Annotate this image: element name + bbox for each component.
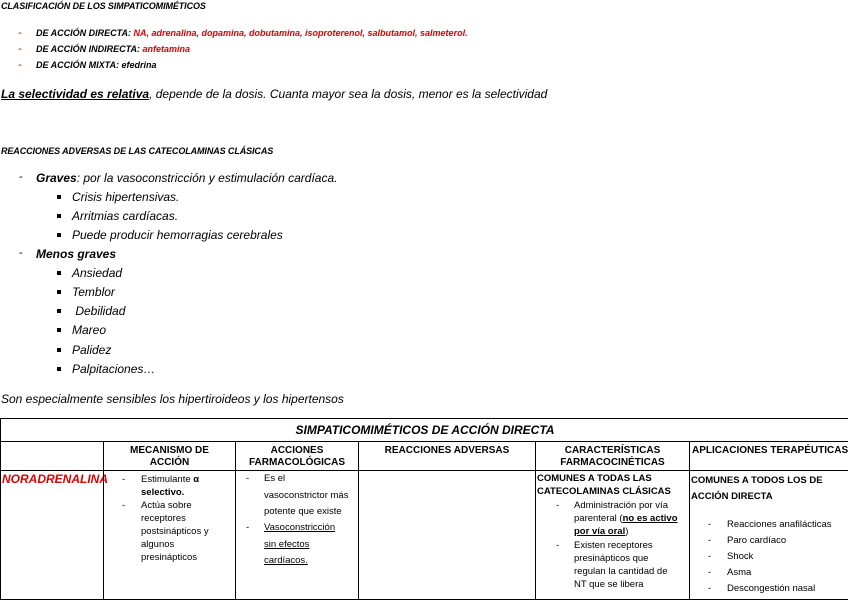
- table-title: SIMPATICOMIMÉTICOS DE ACCIÓN DIRECTA: [295, 423, 555, 437]
- square-bullet: [57, 309, 61, 313]
- bullet-dash: -: [18, 59, 22, 71]
- acciones-item-1: Es el vasoconstrictor más potente que existe: [264, 473, 349, 517]
- bullet-dash: -: [246, 473, 250, 484]
- label: DE ACCIÓN DIRECTA: [36, 28, 128, 38]
- aplicaciones-head: COMUNES A TODOS LOS DE ACCIÓN DIRECTA: [691, 475, 823, 502]
- header-mecanismo: MECANISMO DE ACCIÓN: [103, 441, 236, 471]
- header-reacciones: REACCIONES ADVERSAS: [358, 441, 536, 471]
- reacciones-title: REACCIONES ADVERSAS DE LAS CATECOLAMINAS CLÁSICAS: [1, 146, 274, 156]
- header-aplicaciones: APLICACIONES TERAPÉUTICAS: [689, 441, 848, 471]
- row-label-cell: [0, 470, 108, 600]
- graves-rest: : por la vasoconstricción y estimulación cardíaca.: [76, 171, 338, 185]
- label: DE ACCIÓN MIXTA: [36, 60, 116, 70]
- selectividad-line: [1, 87, 547, 101]
- square-bullet: [57, 214, 61, 218]
- value: anfetamina: [142, 44, 191, 54]
- square-bullet: [57, 348, 61, 352]
- aplicacion-item: - Shock: [708, 551, 754, 562]
- square-bullet: [57, 195, 61, 199]
- clasificacion-item-mixta: DE ACCIÓN MIXTA: efedrina: [36, 60, 157, 70]
- aplicacion-item: - Asma: [708, 567, 752, 578]
- graves-item: Arritmias cardíacas.: [72, 209, 179, 223]
- header-caracteristicas: CARACTERÍSTICAS FARMACOCINÉTICAS: [535, 441, 690, 471]
- aplicacion-item: - Reacciones anafilácticas: [708, 519, 832, 530]
- clasificacion-item-directa: DE ACCIÓN DIRECTA: NA, adrenalina, dopamina, dobutamina, isoproterenol, salbutamol, salmeterol.: [36, 28, 468, 38]
- graves-item: Puede producir hemorragias cerebrales: [72, 228, 283, 242]
- aplicacion-item: - Descongestión nasal: [708, 583, 816, 594]
- sensibles-line: Son especialmente sensibles los hipertiroideos y los hipertensos: [1, 392, 344, 406]
- bullet-dash: -: [122, 474, 126, 485]
- menos-item: Debilidad: [72, 304, 126, 318]
- menos-item: Ansiedad: [72, 266, 123, 280]
- menos-item: Palidez: [72, 343, 112, 357]
- header-acciones: ACCIONES FARMACOLÓGICAS: [235, 441, 359, 471]
- caracteristicas-item-2: Existen receptores presinápticos que regulan la cantidad de NT que se libera: [574, 540, 668, 590]
- menos-item: Palpitaciones…: [72, 362, 156, 376]
- square-bullet: [57, 328, 61, 332]
- clasificacion-item-indirecta: DE ACCIÓN INDIRECTA: anfetamina: [36, 44, 191, 54]
- table-title-cell: [0, 418, 848, 442]
- menos-item: Mareo: [72, 323, 107, 337]
- acciones-cell: [235, 470, 359, 600]
- clasificacion-title: CLASIFICACIÓN DE LOS SIMPATICOMIMÉTICOS: [1, 1, 206, 11]
- aplicaciones-list: [708, 517, 832, 597]
- bullet-dash: -: [122, 500, 126, 511]
- bullet-dash: -: [19, 247, 23, 259]
- square-bullet: [57, 290, 61, 294]
- caracteristicas-head: COMUNES A TODAS LAS CATECOLAMINAS CLÁSICAS: [537, 473, 671, 497]
- bullet-dash: -: [18, 43, 22, 55]
- mecanismo-item-1: Estimulante α selectivo.: [141, 474, 200, 498]
- value: NA, adrenalina, dopamina, dobutamina, isoproterenol, salbutamol, salmeterol.: [133, 28, 468, 38]
- bullet-dash: -: [556, 500, 560, 511]
- square-bullet: [57, 367, 61, 371]
- selectividad-bold: La selectividad es relativa: [1, 87, 150, 101]
- acciones-item-2: Vasoconstricción sin efectos cardíacos.: [264, 522, 336, 566]
- header-empty: [0, 441, 104, 471]
- mecanismo-cell: [103, 470, 236, 600]
- bullet-dash: -: [246, 522, 250, 533]
- bullet-dash: -: [556, 540, 560, 551]
- graves-line: [36, 171, 338, 185]
- bullet-dash: -: [18, 27, 22, 39]
- value: efedrina: [121, 60, 157, 70]
- bullet-dash: -: [19, 171, 23, 183]
- menos-item: Temblor: [72, 285, 115, 299]
- graves-item: Crisis hipertensivas.: [72, 190, 180, 204]
- label: DE ACCIÓN INDIRECTA: [36, 44, 137, 54]
- menos-graves-label: Menos graves: [36, 247, 117, 261]
- row-label: NORADRENALINA: [2, 472, 108, 486]
- selectividad-rest: , depende de la dosis. Cuanta mayor sea la dosis, menor es la selectividad: [149, 87, 548, 101]
- square-bullet: [57, 233, 61, 237]
- graves-label: Graves: [36, 171, 77, 185]
- aplicaciones-cell: [689, 470, 848, 600]
- reacciones-cell: [358, 470, 536, 600]
- caracteristicas-cell: [535, 470, 690, 600]
- caracteristicas-item-1: Administración por vía parenteral (no es activo por vía oral): [574, 500, 678, 537]
- simpaticomimeticos-table: [0, 418, 848, 599]
- aplicacion-item: - Paro cardíaco: [708, 535, 787, 546]
- square-bullet: [57, 271, 61, 275]
- mecanismo-item-2: Actúa sobre receptores postsinápticos y algunos presinápticos: [141, 500, 209, 563]
